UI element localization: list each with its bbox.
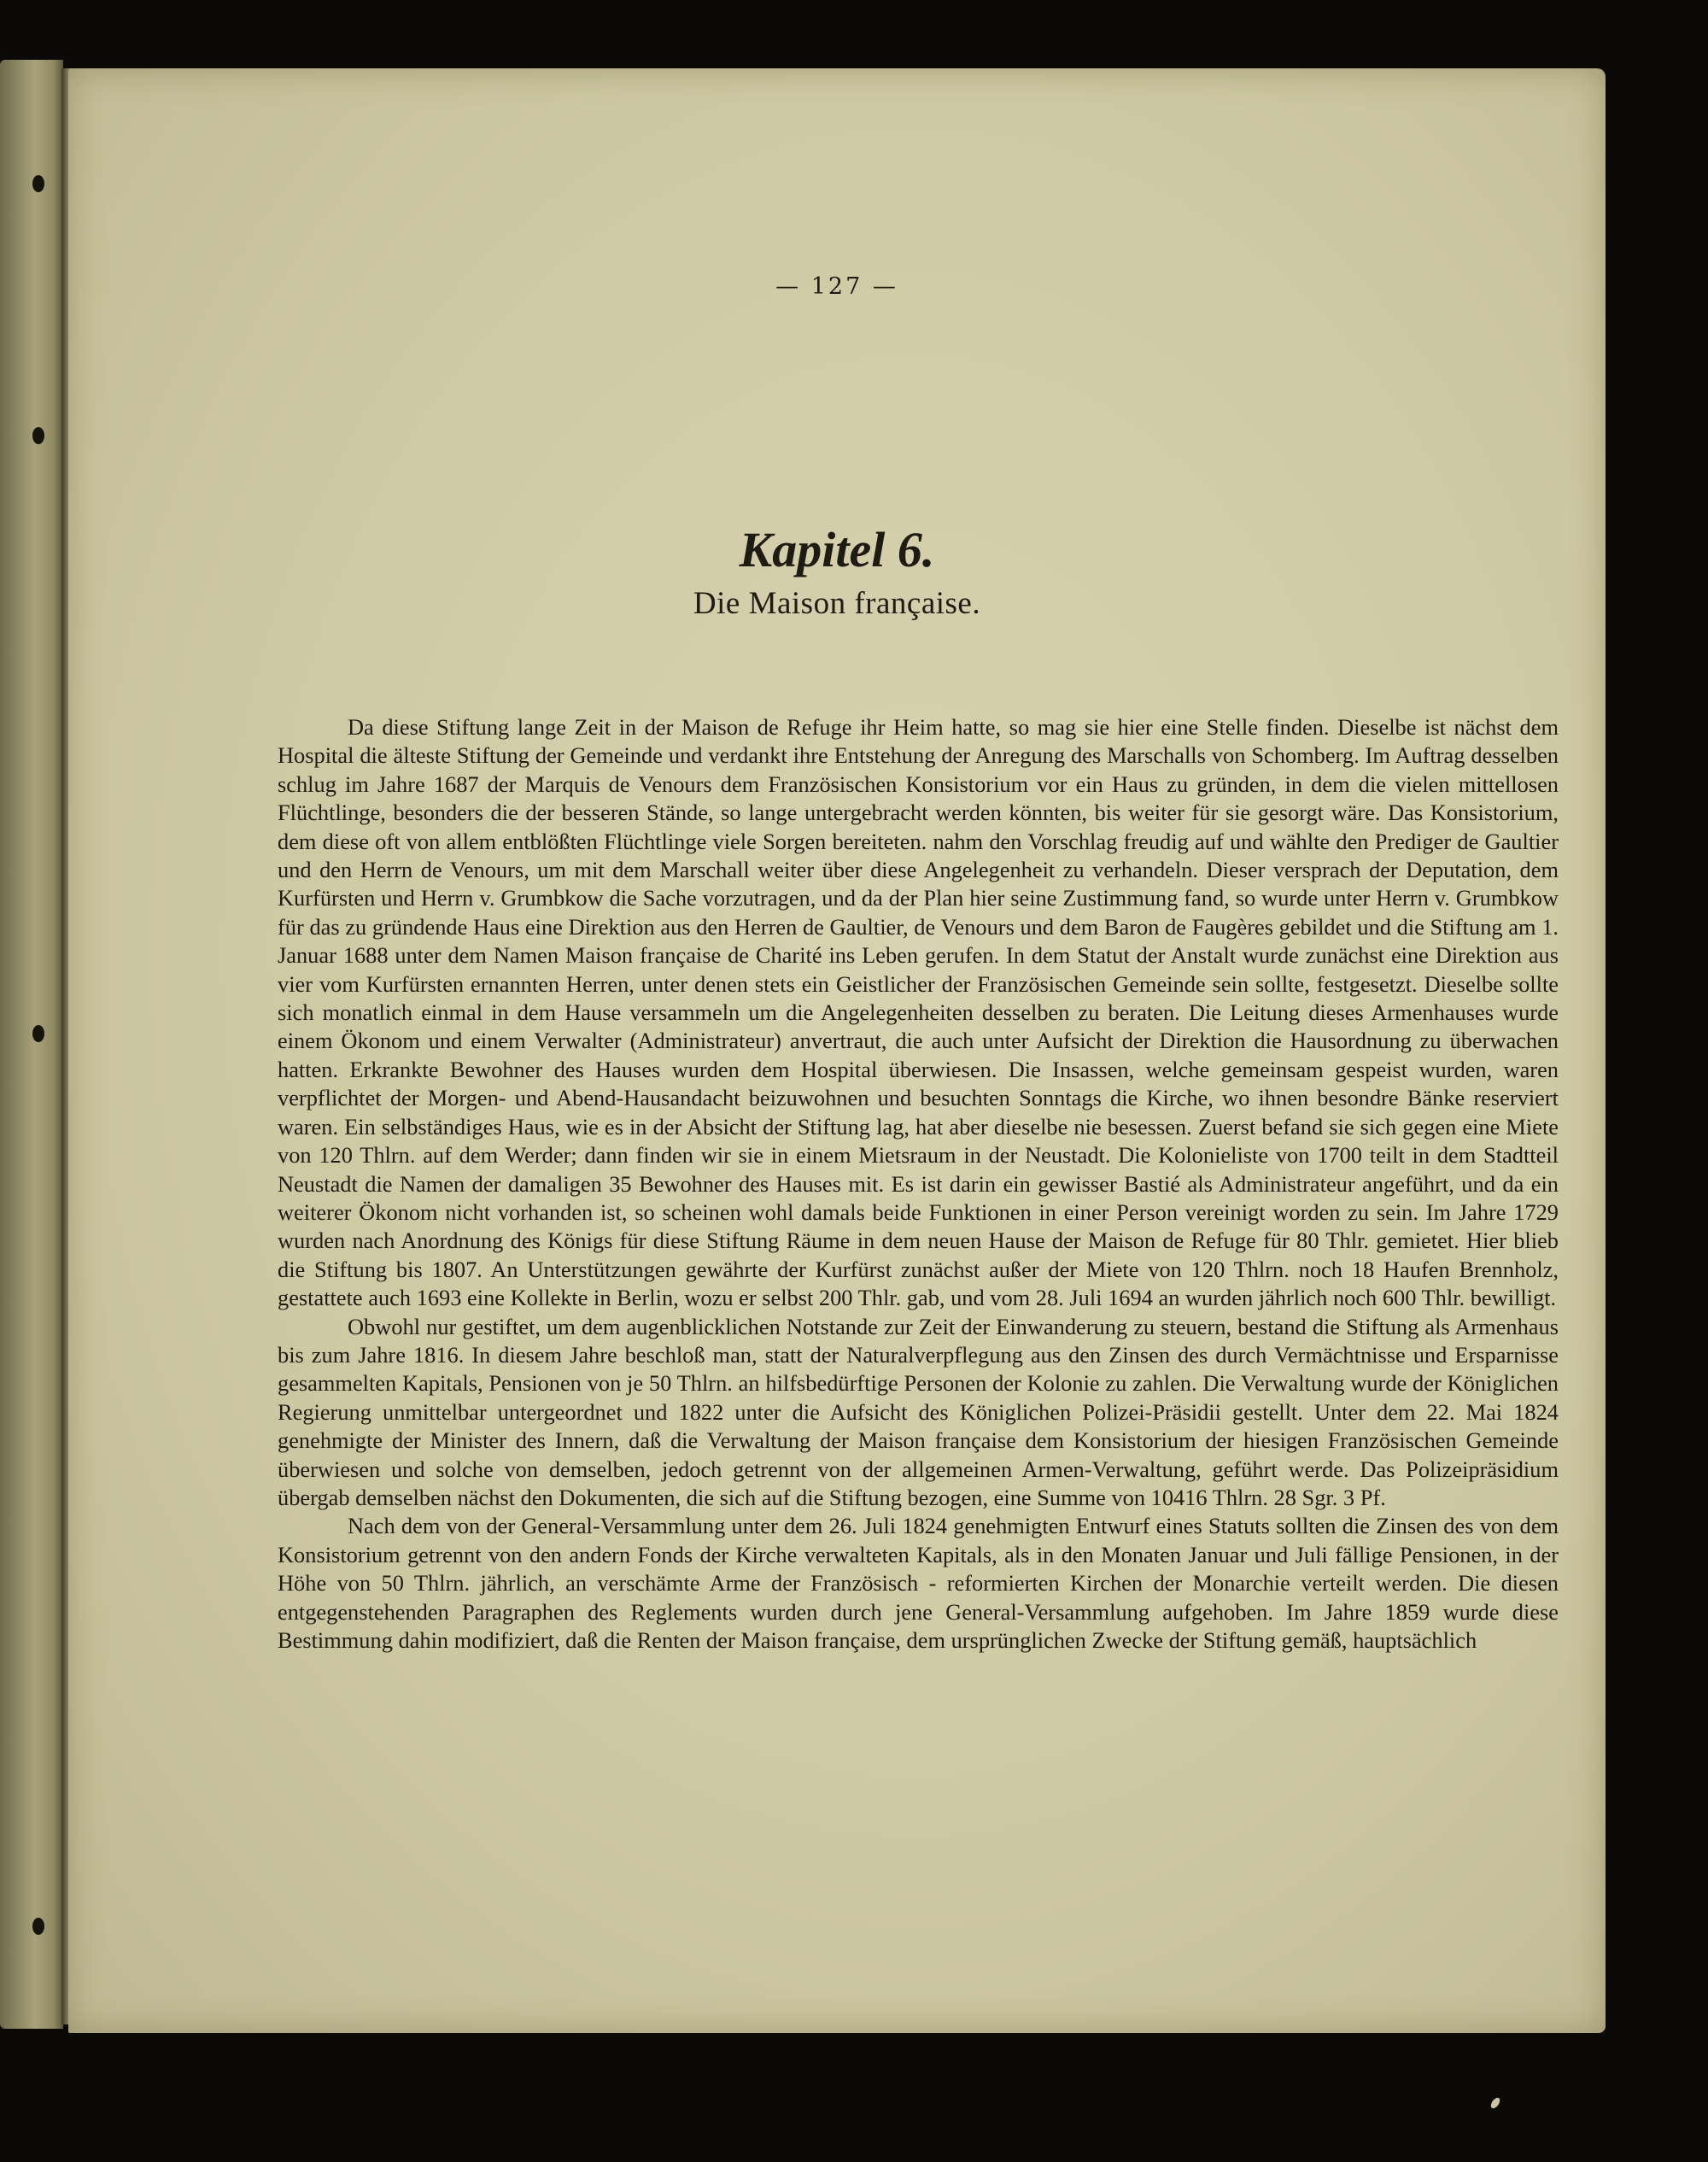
binding-hole [32,1918,44,1935]
page-number: — 127 — [775,273,898,300]
book-page [68,68,1606,2033]
previous-page-edge [0,60,63,2029]
chapter-title: Kapitel 6. [739,522,935,577]
binding-hole [32,1025,44,1042]
paragraph: Da diese Stiftung lange Zeit in der Maison de Refuge ihr Heim hatte, so mag sie hier eine Stelle finden. Dieselbe ist nächst dem Hospital die älteste Stiftung der Gemeinde und verdankt ihre Entstehung der Anregung des Marschalls von Schomberg. Im Auftrag desselben schlug im Jahre 1687 der Marquis de Venours dem Französischen Konsistorium vor ein Haus zu gründen, in dem die vielen mittellosen Flüchtlinge, besonders die der besseren Stände, so lange untergebracht werden könnten, bis weiter für sie gesorgt wäre. Das Konsistorium, dem diese oft von allem entblößten Flüchtlinge viele Sorgen bereiteten. nahm den Vorschlag freudig auf und wählte den Prediger de Gaultier und den Herrn de Venours, um mit dem Marschall weiter über diese Angelegenheit zu verhandeln. Dieser versprach der Deputation, dem Kurfürsten und Herrn v. Grumbkow die Sache vorzutragen, und da der Plan hier seine Zustimmung fand, so wurde unter Herrn v. Grumbkow für das zu gründende Haus eine Direktion aus den Herren de Gaultier, de Venours und dem Baron de Faugères gebildet und die Stiftung am 1. Januar 1688 unter dem Namen Maison française de Charité ins Leben gerufen. In dem Statut der Anstalt wurde zunächst eine Direktion aus vier vom Kurfürsten ernannten Herren, unter denen stets ein Geistlicher der Französischen Gemeinde sein sollte, festgesetzt. Dieselbe sollte sich monatlich einmal in dem Hause versammeln um die Angelegenheiten desselben zu beraten. Die Leitung dieses Armenhauses wurde einem Ökonom und einem Verwalter (Administrateur) anvertraut, die auch unter Aufsicht der Direktion die Hausordnung zu überwachen hatten. Erkrankte Bewohner des Hauses wurden dem Hospital überwiesen. Die Insassen, welche gemeinsam gespeist wurden, waren verpflichtet der Morgen- und Abend-Hausandacht beizuwohnen und besuchten Sonntags die Kirche, wo ihnen besondre Bänke reserviert waren. Ein selbständiges Haus, wie es in der Absicht der Stiftung lag, hat aber dieselbe nie besessen. Zuerst befand sie sich gegen eine Miete von 120 Thlrn. auf dem Werder; dann finden wir sie in einem Mietsraum in der Neustadt. Die Kolonieliste von 1700 teilt in dem Stadtteil Neustadt die Namen der damaligen 35 Bewohner des Hauses mit. Es ist darin ein gewisser Bastié als Administrateur angeführt, und da ein weiterer Ökonom nicht vorhanden ist, so scheinen wohl damals beide Funktionen in einer Person vereinigt worden zu sein. Im Jahre 1729 wurden nach Anordnung des Königs für diese Stiftung Räume in dem neuen Hause der Maison de Refuge für 80 Thlr. gemietet. Hier blieb die Stiftung bis 1807. An Unterstützungen gewährte der Kurfürst zunächst außer der Miete von 120 Thlrn. noch 18 Haufen Brennholz, gestattete auch 1693 eine Kollekte in Berlin, wozu er selbst 200 Thlr. gab, und vom 28. Juli 1694 an wurden jährlich noch 600 Thlr. bewilligt. [278,714,1559,1311]
binding-hole [32,427,44,444]
section-title: Die Maison française. [693,586,981,621]
paragraph: Obwohl nur gestiftet, um dem augenblicklichen Notstande zur Zeit der Einwanderung zu steuern, bestand die Stiftung als Armenhaus bis zum Jahre 1816. In diesem Jahre beschloß man, statt der Naturalverpflegung aus den Zinsen des durch Vermächtnisse und Ersparnisse gesammelten Kapitals, Pensionen von je 50 Thlrn. an hilfsbedürftige Personen der Kolonie zu zahlen. Die Verwaltung wurde der Königlichen Regierung unmittelbar untergeordnet und 1822 unter die Aufsicht des Königlichen Polizei-Präsidii gestellt. Unter dem 22. Mai 1824 genehmigte der Minister des Innern, daß die Verwaltung der Maison française dem Konsistorium der hiesigen Französischen Gemeinde überwiesen und solche von demselben, jedoch getrennt von der allgemeinen Armen-Verwaltung, geführt werde. Das Polizeipräsidium übergab demselben nächst den Dokumenten, die sich auf die Stiftung bezogen, eine Summe von 10416 Thlrn. 28 Sgr. 3 Pf. [278,1313,1559,1510]
binding-hole [32,175,44,192]
paper-speck [1489,2096,1502,2110]
paragraph: Nach dem von der General-Versammlung unter dem 26. Juli 1824 genehmigten Entwurf eines Statuts sollten die Zinsen des von dem Konsistorium getrennt von den andern Fonds der Kirche verwalteten Kapitals, als in den Monaten Januar und Juli fällige Pensionen, in der Höhe von 50 Thlrn. jährlich, an verschämte Arme der Französisch - reformierten Kirchen der Monarchie verteilt werden. Die diesen entgegenstehenden Paragraphen des Reglements wurden durch jene General-Versammlung aufgehoben. Im Jahre 1859 wurde diese Bestimmung dahin modifiziert, daß die Renten der Maison française, dem ursprünglichen Zwecke der Stiftung gemäß, hauptsächlich [278,1513,1559,1653]
body-text [278,713,1559,1655]
